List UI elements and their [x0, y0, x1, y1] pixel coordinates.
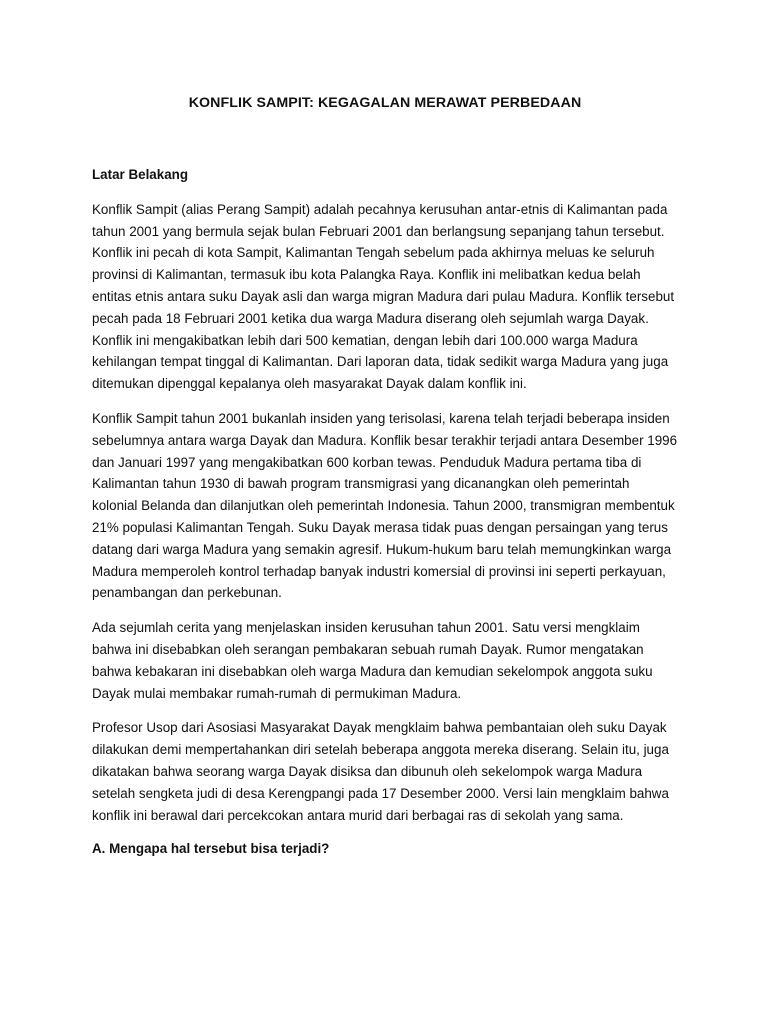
- section-heading: Latar Belakang: [92, 167, 189, 182]
- question-heading: A. Mengapa hal tersebut bisa terjadi?: [92, 841, 330, 857]
- paragraph-1: Konflik Sampit (alias Perang Sampit) adalah pecahnya kerusuhan antar-etnis di Kalimantan pada tahun 2001 yang bermula sejak bulan Februari 2001 dan berlangsung sepanjang tahun tersebut. Konflik ini pecah di kota Sampit, Kalimantan Tengah sebelum pada akhirnya meluas ke seluruh provinsi di Kalimantan, termasuk ibu kota Palangka Raya. Konflik ini melibatkan kedua belah entitas etnis antara suku Dayak asli dan warga migran Madura dari pulau Madura. Konflik tersebut pecah pada 18 Februari 2001 ketika dua warga Madura diserang oleh sejumlah warga Dayak. Konflik ini mengakibatkan lebih dari 500 kematian, dengan lebih dari 100.000 warga Madura kehilangan tempat tinggal di Kalimantan. Dari laporan data, tidak sedikit warga Madura yang juga ditemukan dipenggal kepalanya oleh masyarakat Dayak dalam konflik ini.: [92, 201, 675, 392]
- paragraph-2: Konflik Sampit tahun 2001 bukanlah insiden yang terisolasi, karena telah terjadi beberapa insiden sebelumnya antara warga Dayak dan Madura. Konflik besar terakhir terjadi antara Desember 1996 dan Januari 1997 yang mengakibatkan 600 korban tewas. Penduduk Madura pertama tiba di Kalimantan tahun 1930 di bawah program transmigrasi yang dicanangkan oleh pemerintah kolonial Belanda dan dilanjutkan oleh pemerintah Indonesia. Tahun 2000, transmigran membentuk 21% populasi Kalimantan Tengah. Suku Dayak merasa tidak puas dengan persaingan yang terus datang dari warga Madura yang semakin agresif. Hukum-hukum baru telah memungkinkan warga Madura memperoleh kontrol terhadap banyak industri komersial di provinsi ini seperti perkayuan, penambangan dan perkebunan.: [92, 410, 678, 601]
- document-title: KONFLIK SAMPIT: KEGAGALAN MERAWAT PERBEDAAN: [188, 95, 582, 111]
- paragraph-3: Ada sejumlah cerita yang menjelaskan insiden kerusuhan tahun 2001. Satu versi mengklaim bahwa ini disebabkan oleh serangan pembakaran sebuah rumah Dayak. Rumor mengatakan bahwa kebakaran ini disebabkan oleh warga Madura dan kemudian sekelompok anggota suku Dayak mulai membakar rumah-rumah di permukiman Madura.: [92, 620, 653, 701]
- paragraph-4: Profesor Usop dari Asosiasi Masyarakat Dayak mengklaim bahwa pembantaian oleh suku Dayak dilakukan demi mempertahankan diri setelah beberapa anggota mereka diserang. Selain itu, juga dikatakan bahwa seorang warga Dayak disiksa dan dibunuh oleh sekelompok warga Madura setelah sengketa judi di desa Kerengpangi pada 17 Desember 2000. Versi lain mengklaim bahwa konflik ini berawal dari percekcokan antara murid dari berbagai ras di sekolah yang sama.: [92, 720, 669, 823]
